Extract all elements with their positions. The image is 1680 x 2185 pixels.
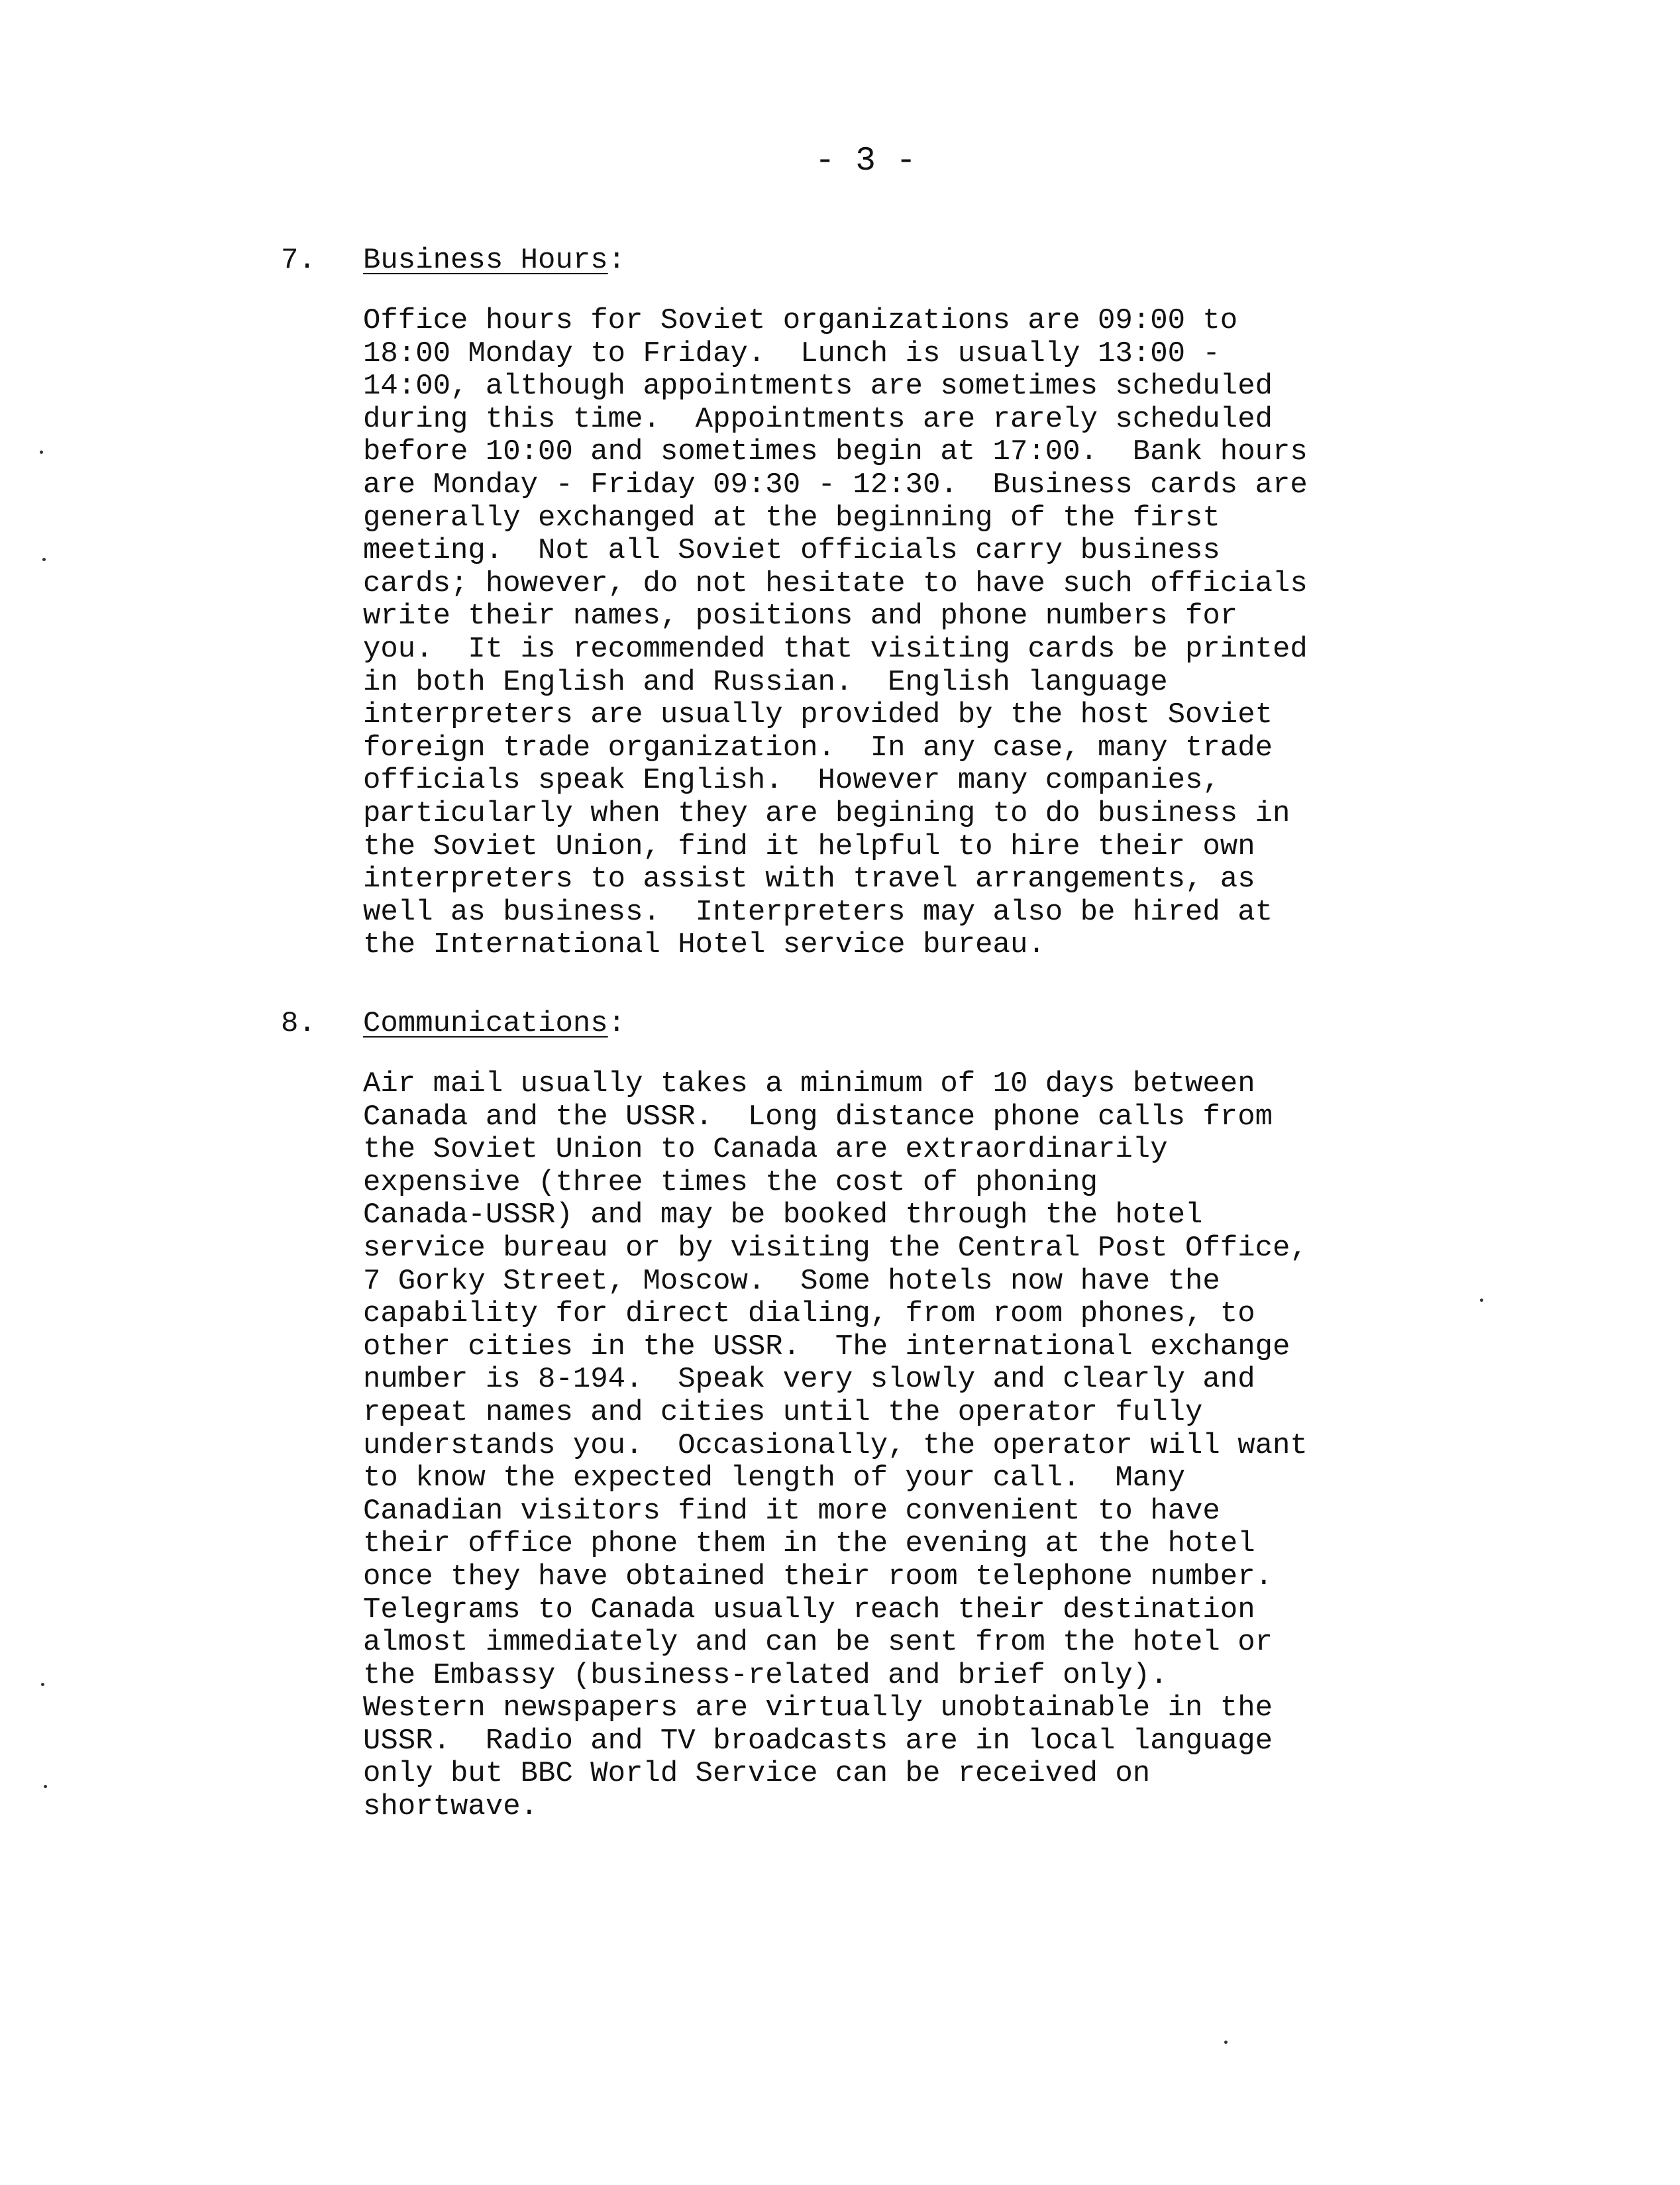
section-title-wrap <box>363 244 625 277</box>
page-number: - 3 - <box>815 142 917 180</box>
section-title-wrap <box>363 1007 625 1040</box>
section-number: 8. <box>281 1007 316 1040</box>
paragraph-line: service bureau or by visiting the Central Post Office, <box>363 1231 1308 1265</box>
paragraph-line: USSR. Radio and TV broadcasts are in local language <box>363 1724 1273 1758</box>
paragraph-line: you. It is recommended that visiting cards be printed <box>363 632 1308 666</box>
paragraph-line: their office phone them in the evening at the hotel <box>363 1527 1255 1561</box>
paragraph-line: Western newspapers are virtually unobtainable in the <box>363 1691 1273 1725</box>
paragraph-line: cards; however, do not hesitate to have such officials <box>363 566 1308 600</box>
paragraph-line: repeat names and cities until the operator fully <box>363 1395 1203 1429</box>
section-title-suffix: : <box>607 1007 626 1040</box>
scan-speck <box>44 1785 47 1788</box>
paragraph-line: capability for direct dialing, from room phones, to <box>363 1297 1255 1331</box>
section-title: Communications <box>363 1007 608 1040</box>
paragraph-line: Canadian visitors find it more convenient to have <box>363 1494 1220 1528</box>
paragraph-line: Canada-USSR) and may be booked through the hotel <box>363 1199 1203 1232</box>
paragraph-line: shortwave. <box>363 1790 539 1824</box>
paragraph-line: Air mail usually takes a minimum of 10 days between <box>363 1067 1255 1100</box>
paragraph-line: in both English and Russian. English language <box>363 665 1168 699</box>
scan-speck <box>41 1683 44 1686</box>
scan-speck <box>42 558 46 561</box>
paragraph-line: particularly when they are begining to do business in <box>363 796 1290 830</box>
section-title: Business Hours <box>363 244 608 277</box>
paragraph-line: almost immediately and can be sent from the hotel or <box>363 1626 1273 1660</box>
section-body <box>363 1068 1473 1824</box>
paragraph-line: expensive (three times the cost of phoning <box>363 1165 1098 1199</box>
paragraph-line: are Monday - Friday 09:30 - 12:30. Business cards are <box>363 468 1308 502</box>
paragraph-line: the Soviet Union to Canada are extraordinarily <box>363 1133 1168 1167</box>
paragraph-line: Office hours for Soviet organizations are 09:00 to <box>363 304 1238 337</box>
paragraph-line: only but BBC World Service can be received on <box>363 1757 1151 1791</box>
section-number: 7. <box>281 244 316 277</box>
paragraph-line: understands you. Occasionally, the operator will want <box>363 1428 1308 1462</box>
section-heading <box>281 244 1473 277</box>
section-body <box>363 305 1473 962</box>
scan-speck <box>40 451 43 454</box>
paragraph-line: 18:00 Monday to Friday. Lunch is usually 13:00 - <box>363 337 1220 370</box>
paragraph-line: foreign trade organization. In any case, many trade <box>363 731 1273 765</box>
paragraph-line: interpreters to assist with travel arrangements, as <box>363 863 1255 896</box>
paragraph-line: meeting. Not all Soviet officials carry business <box>363 534 1220 568</box>
section-heading <box>281 1007 1473 1040</box>
paragraph-line: officials speak English. However many companies, <box>363 764 1220 798</box>
paragraph-line: well as business. Interpreters may also be hired at <box>363 895 1273 929</box>
paragraph-line: Canada and the USSR. Long distance phone calls from <box>363 1100 1273 1134</box>
scan-speck <box>1480 1299 1483 1302</box>
paragraph-line: Telegrams to Canada usually reach their destination <box>363 1593 1255 1626</box>
paragraph-line: before 10:00 and sometimes begin at 17:00. Bank hours <box>363 435 1308 469</box>
paragraph-line: other cities in the USSR. The international exchange <box>363 1330 1290 1363</box>
paragraph-line: number is 8-194. Speak very slowly and clearly and <box>363 1363 1255 1397</box>
paragraph-line: the International Hotel service bureau. <box>363 928 1045 962</box>
paragraph-line: interpreters are usually provided by the host Soviet <box>363 698 1273 732</box>
paragraph-line: the Soviet Union, find it helpful to hire their own <box>363 829 1255 863</box>
paragraph-line: write their names, positions and phone numbers for <box>363 600 1238 633</box>
paragraph-line: 7 Gorky Street, Moscow. Some hotels now have the <box>363 1264 1220 1298</box>
paragraph-line: the Embassy (business-related and brief only). <box>363 1658 1168 1692</box>
section-communications <box>281 1007 1473 1824</box>
paragraph-line: once they have obtained their room telephone number. <box>363 1560 1273 1593</box>
scan-speck <box>1224 2041 1228 2044</box>
paragraph-line: during this time. Appointments are rarely scheduled <box>363 402 1273 436</box>
paragraph-line: 14:00, although appointments are sometimes scheduled <box>363 370 1273 403</box>
section-business-hours <box>281 244 1473 962</box>
paragraph-line: to know the expected length of your call. Many <box>363 1462 1186 1495</box>
paragraph-line: generally exchanged at the beginning of the first <box>363 501 1220 535</box>
section-title-suffix: : <box>607 244 626 277</box>
